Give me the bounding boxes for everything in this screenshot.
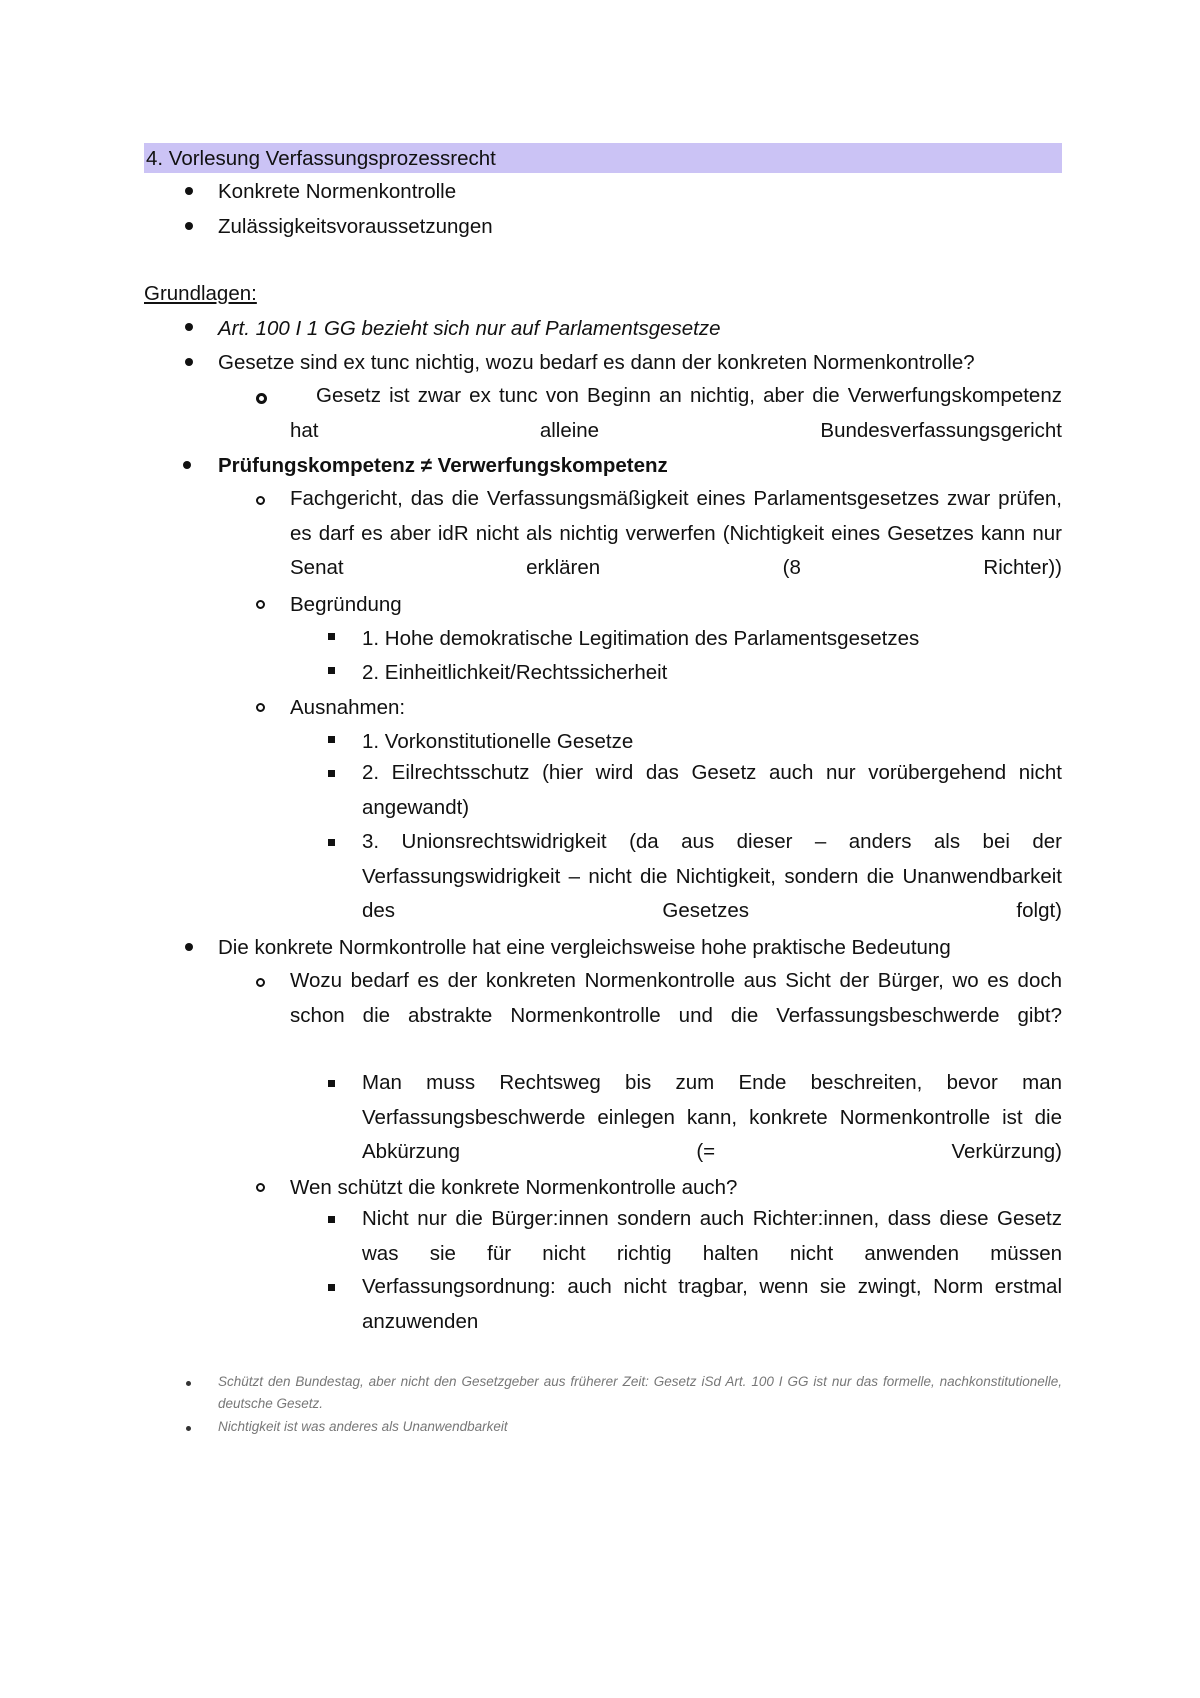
topic-item: Konkrete Normenkontrolle bbox=[218, 180, 457, 203]
note-bullet-icon bbox=[186, 1381, 191, 1386]
circle-bullet-icon bbox=[256, 496, 265, 505]
note-item: Schützt den Bundestag, aber nicht den Gesetzgeber aus früherer Zeit: Gesetz iSd Art. 100 I GG ist nur das formelle, nachkonstitutionelle, deutsche Gesetz. bbox=[218, 1374, 1062, 1411]
list-item: 3. Unionsrechtswidrigkeit (da aus dieser – anders als bei der Verfassungswidrigkeit – nicht die Nichtigkeit, sondern die Unanwendbarkeit des Gesetzes folgt) bbox=[362, 830, 1062, 922]
topic-item: Zulässigkeitsvoraussetzungen bbox=[218, 215, 493, 238]
list-item: Man muss Rechtsweg bis zum Ende beschreiten, bevor man Verfassungsbeschwerde einlegen kann, konkrete Normenkontrolle ist die Abkürzung (= Verkürzung) bbox=[362, 1071, 1062, 1163]
square-bullet-icon bbox=[328, 1284, 335, 1291]
list-item: Prüfungskompetenz ≠ Verwerfungskompetenz bbox=[218, 454, 668, 477]
circle-bullet-icon bbox=[256, 1183, 265, 1192]
bullet-icon bbox=[185, 358, 193, 366]
list-item: 1. Hohe demokratische Legitimation des Parlamentsgesetzes bbox=[362, 627, 920, 650]
square-bullet-icon bbox=[328, 770, 335, 777]
bullet-icon bbox=[185, 222, 193, 230]
square-bullet-icon bbox=[328, 633, 335, 640]
list-item: Nicht nur die Bürger:innen sondern auch Richter:innen, dass diese Gesetz was sie für nicht richtig halten nicht anwenden müssen bbox=[362, 1207, 1062, 1265]
square-bullet-icon bbox=[328, 667, 335, 674]
square-bullet-icon bbox=[328, 736, 335, 743]
list-item: Verfassungsordnung: auch nicht tragbar, wenn sie zwingt, Norm erstmal anzuwenden bbox=[362, 1275, 1062, 1333]
list-item: Wen schützt die konkrete Normenkontrolle auch? bbox=[290, 1176, 738, 1199]
section-heading: Grundlagen: bbox=[144, 282, 257, 305]
bullet-icon bbox=[185, 943, 193, 951]
list-item: Fachgericht, das die Verfassungsmäßigkeit eines Parlamentsgesetzes zwar prüfen, es darf es aber idR nicht als nichtig verwerfen (Nichtigkeit eines Gesetzes kann nur Senat erklären (8 Richter)) bbox=[290, 487, 1062, 579]
circle-bullet-icon bbox=[256, 703, 265, 712]
circle-bullet-icon bbox=[256, 978, 265, 987]
list-item: Wozu bedarf es der konkreten Normenkontrolle aus Sicht der Bürger, wo es doch schon die abstrakte Normenkontrolle und die Verfassungsbeschwerde gibt? bbox=[290, 969, 1062, 1027]
list-item: Art. 100 I 1 GG bezieht sich nur auf Parlamentsgesetze bbox=[218, 317, 721, 340]
list-item: 1. Vorkonstitutionelle Gesetze bbox=[362, 730, 634, 753]
list-item: Gesetz ist zwar ex tunc von Beginn an nichtig, aber die Verwerfungskompetenz hat alleine Bundesverfassungsgericht bbox=[290, 384, 1062, 442]
bullet-icon bbox=[185, 323, 193, 331]
list-item: 2. Einheitlichkeit/Rechtssicherheit bbox=[362, 661, 668, 684]
list-item: Gesetze sind ex tunc nichtig, wozu bedarf es dann der konkreten Normenkontrolle? bbox=[218, 351, 975, 374]
bullet-icon bbox=[185, 187, 193, 195]
page-title: 4. Vorlesung Verfassungsprozessrecht bbox=[146, 147, 496, 170]
circle-bullet-icon bbox=[256, 393, 267, 404]
list-item: Begründung bbox=[290, 593, 402, 616]
square-bullet-icon bbox=[328, 1216, 335, 1223]
circle-bullet-icon bbox=[256, 600, 265, 609]
square-bullet-icon bbox=[328, 1080, 335, 1087]
list-item: 2. Eilrechtsschutz (hier wird das Gesetz auch nur vorübergehend nicht angewandt) bbox=[362, 761, 1062, 819]
bullet-icon bbox=[183, 461, 191, 469]
note-bullet-icon bbox=[186, 1426, 191, 1431]
note-item: Nichtigkeit ist was anderes als Unanwendbarkeit bbox=[218, 1419, 508, 1434]
list-item: Ausnahmen: bbox=[290, 696, 406, 719]
square-bullet-icon bbox=[328, 839, 335, 846]
list-item: Die konkrete Normkontrolle hat eine vergleichsweise hohe praktische Bedeutung bbox=[218, 936, 951, 959]
